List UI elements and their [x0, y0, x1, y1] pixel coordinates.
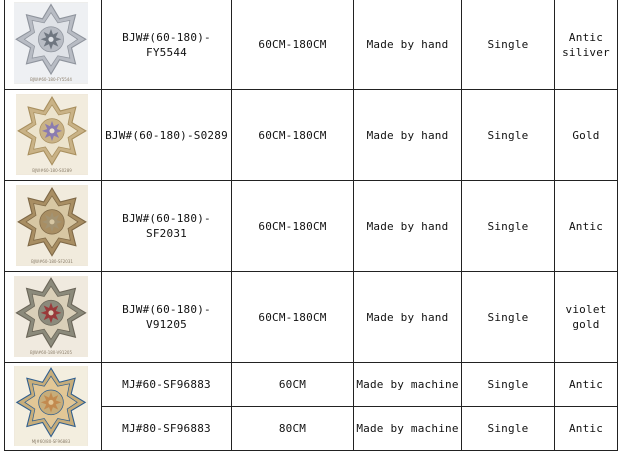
image-caption: BJW#60-180-SF2031	[31, 259, 73, 264]
size-cell: 60CM	[278, 378, 307, 391]
type-cell: Single	[487, 128, 529, 142]
product-code-cell: MJ#60-SF96883	[122, 378, 211, 391]
size-cell: 60CM-180CM	[258, 128, 327, 142]
finish-cell: violet gold	[565, 303, 607, 331]
method-cell: Made by hand	[366, 38, 449, 51]
octagram-ceiling-medallion-icon	[14, 276, 88, 357]
product-image	[14, 2, 88, 84]
size-cell: 80CM	[278, 422, 307, 435]
product-code-cell: MJ#80-SF96883	[122, 422, 211, 435]
method-cell: Made by machine	[356, 422, 459, 435]
finish-cell: Antic siliver	[562, 30, 610, 59]
product-image	[16, 94, 88, 175]
method-cell: Made by hand	[366, 128, 449, 142]
product-code-cell: BJW#(60-180)-SF2031	[122, 212, 211, 240]
type-cell: Single	[487, 378, 529, 391]
product-image	[14, 276, 88, 357]
finish-cell: Antic	[568, 378, 604, 391]
octagram-ceiling-medallion-icon	[16, 94, 88, 175]
image-caption: BJW#60-180-S0289	[32, 168, 72, 173]
finish-cell: Antic	[568, 219, 604, 233]
image-caption: BJW#60-180-V91205	[29, 350, 73, 355]
image-caption: MJ#60/80-SF96883	[31, 439, 71, 444]
finish-cell: Gold	[572, 128, 600, 142]
product-image	[16, 185, 88, 266]
image-caption: BJW#60-180-FY5544	[30, 77, 72, 82]
method-cell: Made by machine	[356, 378, 459, 391]
octagram-ceiling-medallion-icon	[14, 366, 88, 446]
type-cell: Single	[487, 219, 529, 233]
method-cell: Made by hand	[366, 310, 449, 324]
product-code-cell: BJW#(60-180)-FY5544	[122, 30, 211, 59]
product-code-cell: BJW#(60-180)-S0289	[105, 128, 228, 142]
product-code-cell: BJW#(60-180)-V91205	[122, 303, 211, 331]
octagram-ceiling-medallion-icon	[14, 2, 88, 84]
type-cell: Single	[487, 422, 529, 435]
type-cell: Single	[487, 38, 529, 51]
size-cell: 60CM-180CM	[258, 310, 327, 324]
octagram-ceiling-medallion-icon	[16, 185, 88, 266]
finish-cell: Antic	[568, 422, 604, 435]
method-cell: Made by hand	[366, 219, 449, 233]
size-cell: 60CM-180CM	[258, 38, 327, 51]
size-cell: 60CM-180CM	[258, 219, 327, 233]
type-cell: Single	[487, 310, 529, 324]
product-image	[14, 366, 88, 446]
